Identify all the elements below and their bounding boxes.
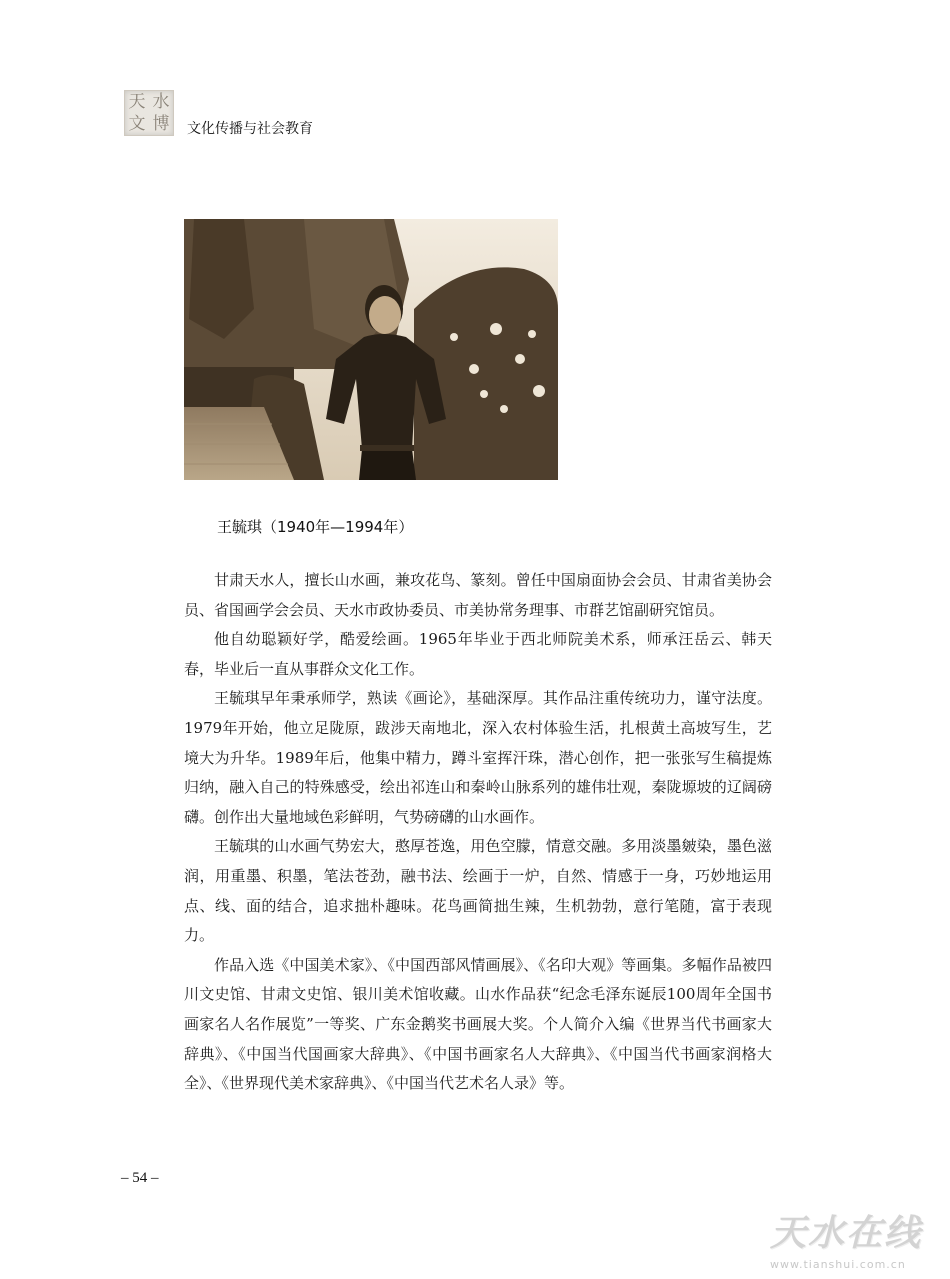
- logo-char: 文: [128, 113, 146, 134]
- paragraph: 他自幼聪颖好学，酷爱绘画。1965年毕业于西北师院美术系，师承汪岳云、韩天春，毕业后一直从事群众文化工作。: [184, 630, 772, 678]
- page-number: – 54 –: [121, 1170, 159, 1186]
- watermark: [770, 1205, 940, 1275]
- watermark-url: www.tianshui.com.cn: [770, 1258, 906, 1271]
- logo-char: 水: [152, 91, 170, 112]
- header-logo: [124, 90, 174, 136]
- logo-char: 天: [128, 91, 146, 112]
- paragraph: 王毓琪的山水画气势宏大，憨厚苍逸，用色空朦，情意交融。多用淡墨皴染，墨色滋润，用重墨、积墨，笔法苍劲，融书法、绘画于一炉，自然、情感于一身，巧妙地运用点、线、面的结合，追求拙朴趣味。花鸟画简拙生辣，生机勃勃，意行笔随，富于表现力。: [184, 837, 772, 945]
- paragraph: 王毓琪早年秉承师学，熟读《画论》，基础深厚。其作品注重传统功力，谨守法度。1979年开始，他立足陇原，跋涉天南地北，深入农村体验生活，扎根黄土高坡写生，艺境大为升华。1989年后，他集中精力，蹲斗室挥汗珠，潜心创作，把一张张写生稿提炼归纳，融入自己的特殊感受，绘出祁连山和秦岭山脉系列的雄伟壮观，秦陇塬坡的辽阔磅礴。创作出大量地域色彩鲜明，气势磅礴的山水画作。: [184, 689, 772, 826]
- paragraph: 甘肃天水人，擅长山水画，兼攻花鸟、篆刻。曾任中国扇面协会会员、甘肃省美协会员、省国画学会会员、天水市政协委员、市美协常务理事、市群艺馆副研究馆员。: [184, 571, 772, 619]
- photo-caption: 王毓琪（1940年—1994年）: [217, 518, 414, 536]
- header-title: 文化传播与社会教育: [187, 121, 313, 137]
- paragraph: 作品入选《中国美术家》、《中国西部风情画展》、《名印大观》等画集。多幅作品被四川文史馆、甘肃文史馆、银川美术馆收藏。山水作品获“纪念毛泽东诞辰100周年全国书画家名人名作展览”一等奖、广东金鹅奖书画展大奖。个人简介入编《世界当代书画家大辞典》、《中国当代国画家大辞典》、《中国书画家名人大辞典》、《中国当代书画家润格大全》、《世界现代美术家辞典》、《中国当代艺术名人录》等。: [184, 955, 772, 1093]
- biography-text: [184, 566, 772, 1099]
- watermark-text: 天水在线: [770, 1212, 923, 1254]
- portrait-photo: [184, 219, 558, 480]
- logo-char: 博: [152, 113, 170, 134]
